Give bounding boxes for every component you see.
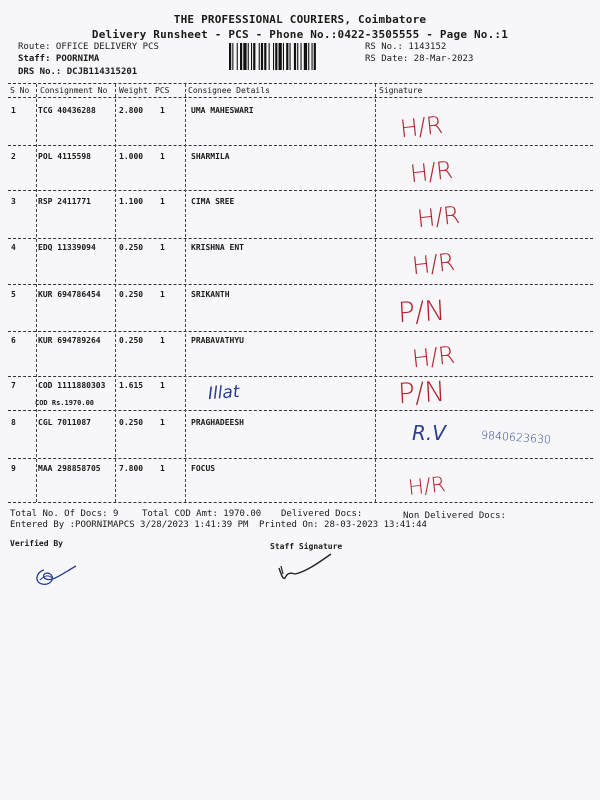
header-signature: Signature (379, 86, 423, 95)
row-consignment: CGL 7011087 (38, 418, 91, 427)
header-weight: Weight (119, 86, 148, 95)
rs-number: RS No.: 1143152 (365, 42, 447, 52)
row-consignment: EDQ 11339094 (38, 243, 96, 252)
row-consignment: RSP 2411771 (38, 197, 91, 206)
row-divider (8, 238, 593, 239)
row-pcs: 1 (160, 290, 165, 299)
header-sno: S No (10, 86, 30, 95)
row-pcs: 1 (160, 418, 165, 427)
row-sno: 3 (11, 197, 16, 206)
row-consignment: MAA 298858705 (38, 464, 101, 473)
row-sno: 5 (11, 290, 16, 299)
row-weight: 1.100 (119, 197, 144, 206)
header-consignee: Consignee Details (188, 86, 270, 95)
handwritten-signature: H/R (406, 472, 447, 500)
total-docs: Total No. Of Docs: 9 (10, 509, 119, 519)
row-weight: 7.800 (119, 464, 144, 473)
non-delivered-docs: Non Delivered Docs: (403, 511, 506, 521)
verified-by-label: Verified By (10, 539, 63, 548)
row-divider (8, 145, 593, 146)
handwritten-signature: H/R (410, 247, 457, 281)
delivered-docs: Delivered Docs: (281, 509, 363, 519)
rs-date: RS Date: 28-Mar-2023 (365, 54, 474, 64)
row-consignee: KRISHNA ENT (191, 243, 244, 252)
column-divider (185, 84, 186, 502)
handwritten-signature: P/N (397, 374, 447, 411)
row-weight: 0.250 (119, 336, 144, 345)
row-pcs: 1 (160, 336, 165, 345)
runsheet-title: Delivery Runsheet - PCS - Phone No.:0422-3505555 - Page No.:1 (91, 28, 509, 41)
verifier-signature-scribble (30, 560, 80, 590)
row-weight: 1.615 (119, 381, 144, 390)
row-consignee: SRIKANTH (191, 290, 230, 299)
handwritten-signature: P/N (397, 293, 447, 330)
row-weight: 0.250 (119, 418, 144, 427)
handwritten-signature: R.V (412, 421, 446, 445)
header-pcs: PCS (155, 86, 170, 95)
row-pcs: 1 (160, 464, 165, 473)
row-sno: 2 (11, 152, 16, 161)
handwritten-signature: H/R (398, 110, 445, 144)
handwritten-consignee: Illat (207, 381, 241, 405)
staff-signature-label: Staff Signature (270, 542, 343, 551)
row-weight: 0.250 (119, 243, 144, 252)
row-consignee: SHARMILA (191, 152, 230, 161)
table-bottom-rule (8, 502, 593, 503)
row-consignment: POL 4115598 (38, 152, 91, 161)
row-consignment: TCG 40436288 (38, 106, 96, 115)
column-divider (36, 84, 37, 502)
row-sno: 4 (11, 243, 16, 252)
row-divider (8, 458, 593, 459)
drs-number: DRS No.: DCJB114315201 (18, 67, 138, 77)
row-divider (8, 376, 593, 377)
table-header-rule (8, 97, 593, 98)
row-sno: 1 (11, 106, 16, 115)
column-divider (375, 84, 376, 502)
row-weight: 1.000 (119, 152, 144, 161)
row-consignee: FOCUS (191, 464, 216, 473)
total-cod: Total COD Amt: 1970.00 (142, 509, 262, 519)
row-consignee: CIMA SREE (191, 197, 235, 206)
row-pcs: 1 (160, 243, 165, 252)
row-pcs: 1 (160, 106, 165, 115)
row-weight: 0.250 (119, 290, 144, 299)
staff-signature-scribble (275, 552, 335, 587)
row-divider (8, 190, 593, 191)
row-sno: 9 (11, 464, 16, 473)
row-consignment: COD 1111880303 (38, 381, 106, 390)
cod-amount-note: COD Rs.1970.00 (35, 399, 95, 407)
staff-label: Staff: POORNIMA (18, 54, 100, 64)
row-consignee: UMA MAHESWARI (191, 106, 254, 115)
row-consignee: PRABAVATHYU (191, 336, 244, 345)
row-weight: 2.800 (119, 106, 144, 115)
row-sno: 7 (11, 381, 16, 390)
handwritten-phone-number: 9840623630 (480, 428, 552, 447)
row-consignment: KUR 694789264 (38, 336, 101, 345)
route-label: Route: OFFICE DELIVERY PCS (18, 42, 159, 52)
row-pcs: 1 (160, 381, 165, 390)
row-consignee: PRAGHADEESH (191, 418, 244, 427)
row-divider (8, 410, 593, 411)
table-top-rule (8, 83, 593, 84)
company-name: THE PROFESSIONAL COURIERS, Coimbatore (173, 13, 427, 26)
handwritten-signature: H/R (408, 155, 455, 189)
row-pcs: 1 (160, 152, 165, 161)
printed-on: Printed On: 28-03-2023 13:41:44 (259, 520, 427, 530)
barcode-image (229, 43, 359, 70)
handwritten-signature: H/R (410, 340, 457, 374)
entered-by: Entered By :POORNIMAPCS 3/28/2023 1:41:39 PM (10, 520, 249, 530)
row-consignment: KUR 694786454 (38, 290, 101, 299)
header-consignment: Consignment No (40, 86, 108, 95)
handwritten-signature: H/R (415, 200, 462, 234)
row-divider (8, 284, 593, 285)
column-divider (115, 84, 116, 502)
row-divider (8, 331, 593, 332)
row-sno: 6 (11, 336, 16, 345)
row-sno: 8 (11, 418, 16, 427)
row-pcs: 1 (160, 197, 165, 206)
